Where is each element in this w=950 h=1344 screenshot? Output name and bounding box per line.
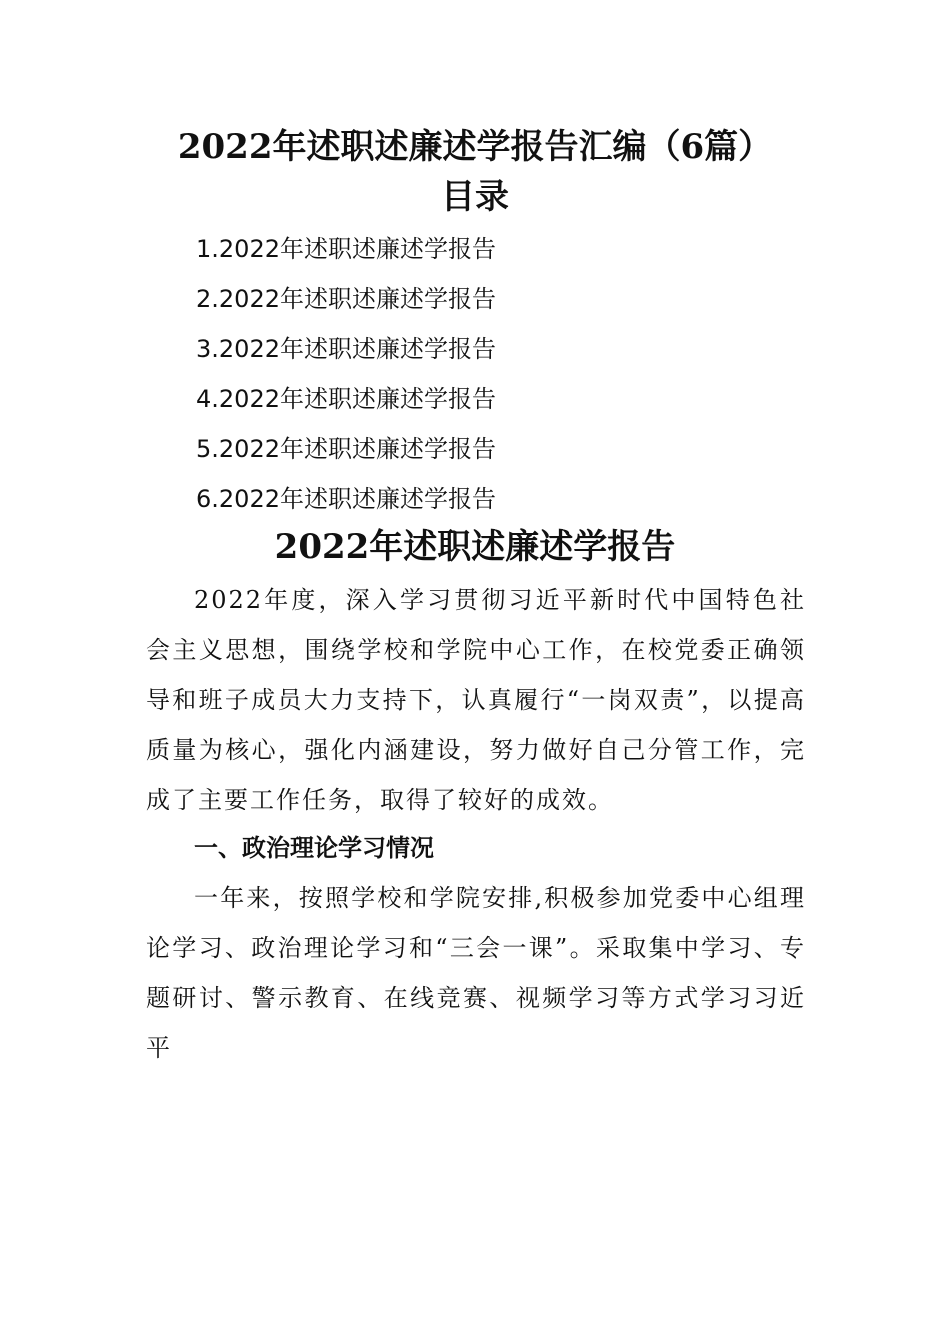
section-heading-1: 一、政治理论学习情况 [194, 834, 434, 862]
table-of-contents [196, 224, 496, 524]
toc-item-4[interactable]: 4.2022年述职述廉述学报告 [196, 385, 496, 413]
toc-item-5[interactable]: 5.2022年述职述廉述学报告 [196, 435, 496, 463]
toc-title: 目录 [441, 177, 509, 217]
toc-item-3[interactable]: 3.2022年述职述廉述学报告 [196, 335, 496, 363]
toc-item-2[interactable]: 2.2022年述职述廉述学报告 [196, 285, 496, 313]
body-paragraph-1: 2022年度，深入学习贯彻习近平新时代中国特色社会主义思想，围绕学校和学院中心工作，在校党委正确领导和班子成员大力支持下，认真履行“一岗双责”，以提高质量为核心，强化内涵建设，努力做好自己分管工作，完成了主要工作任务，取得了较好的成效。 [146, 586, 806, 814]
main-title: 2022年述职述廉述学报告汇编（6篇） [177, 127, 773, 167]
toc-item-6[interactable]: 6.2022年述职述廉述学报告 [196, 485, 496, 513]
body-paragraph-2: 一年来，按照学校和学院安排,积极参加党委中心组理论学习、政治理论学习和“三会一课”。采取集中学习、专题研讨、警示教育、在线竞赛、视频学习等方式学习习近平 [146, 884, 806, 1062]
toc-item-1[interactable]: 1.2022年述职述廉述学报告 [196, 235, 496, 263]
section-title: 2022年述职述廉述学报告 [274, 527, 676, 567]
